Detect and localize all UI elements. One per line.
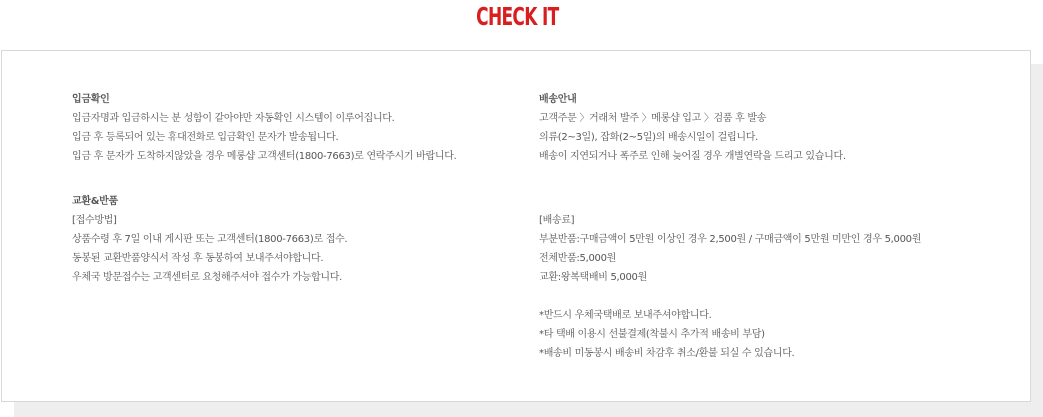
shipping-heading: 배송안내 bbox=[539, 94, 577, 105]
exchange-line: 우체국 방문접수는 고객센터로 요청해주셔야 접수가 가능합니다. bbox=[72, 272, 342, 283]
fees-section bbox=[539, 192, 921, 287]
deposit-section bbox=[72, 90, 456, 166]
fees-line: 부분반품:구매금액이 5만원 이상인 경우 2,500원 / 구매금액이 5만원 미만인 경우 5,000원 bbox=[539, 234, 922, 245]
deposit-line: 입금 후 문자가 도착하지않았을 경우 메롱샵 고객센터(1800-7663)로 연락주시기 바랍니다. bbox=[72, 151, 457, 162]
exchange-line: 상품수령 후 7일 이내 게시판 또는 고객센터(1800-7663)로 접수. bbox=[72, 234, 348, 245]
exchange-section bbox=[72, 192, 456, 287]
exchange-line: [접수방법] bbox=[72, 215, 117, 226]
shipping-line: 의류(2~3일), 잡화(2~5일)의 배송시일이 걸립니다. bbox=[539, 132, 758, 143]
exchange-heading: 교환&반품 bbox=[72, 196, 118, 207]
deposit-line: 입금자명과 입금하시는 분 성함이 같아야만 자동확인 시스템이 이루어집니다. bbox=[72, 113, 395, 124]
shipping-line: 고객주문 〉거래처 발주 〉메롱샵 입고 〉검품 후 발송 bbox=[539, 113, 767, 124]
shipping-section bbox=[539, 90, 921, 166]
fees-line: [배송료] bbox=[539, 215, 575, 226]
page-title: CHECK IT bbox=[476, 2, 559, 31]
fees-note: *반드시 우체국택배로 보내주셔야합니다. bbox=[539, 310, 712, 321]
fees-line: 전체반품:5,000원 bbox=[539, 253, 616, 264]
fees-notes bbox=[539, 306, 921, 363]
fees-note: *타 택배 이용시 선불결제(착불시 추가적 배송비 부담) bbox=[539, 329, 765, 340]
exchange-line: 동봉된 교환반품양식서 작성 후 동봉하여 보내주셔야합니다. bbox=[72, 253, 324, 264]
deposit-heading: 입금확인 bbox=[72, 94, 110, 105]
deposit-line: 입금 후 등록되어 있는 휴대전화로 입금확인 문자가 발송됩니다. bbox=[72, 132, 339, 143]
right-column bbox=[539, 90, 921, 363]
shipping-line: 배송이 지연되거나 폭주로 인해 늦어질 경우 개별연락을 드리고 있습니다. bbox=[539, 151, 846, 162]
left-column bbox=[72, 90, 456, 287]
fees-line: 교환:왕복택배비 5,000원 bbox=[539, 272, 647, 283]
fees-note: *배송비 미동봉시 배송비 차감후 취소/환불 되실 수 있습니다. bbox=[539, 348, 795, 359]
info-panel bbox=[1, 50, 1031, 402]
